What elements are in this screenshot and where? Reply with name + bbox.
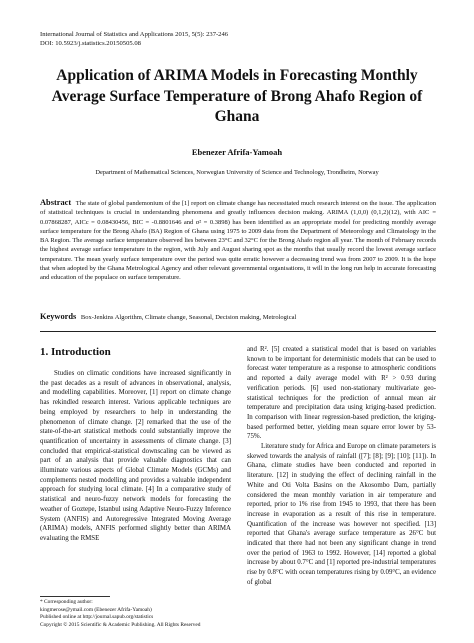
journal-citation: International Journal of Statistics and Applications 2015, 5(5): 237-246 bbox=[40, 31, 229, 38]
paper-title: Application of ARIMA Models in Forecasting Monthly Average Surface Temperature of Brong Ahafo Region of Ghana bbox=[51, 67, 423, 125]
footnote-published: Published online at http://journal.sapub.org/statistics bbox=[40, 614, 154, 621]
keywords-text: Box-Jenkins Algorithm, Climate change, Seasonal, Decision making, Metrological bbox=[80, 314, 297, 321]
intro-paragraph-1: Studies on climatic conditions have increased significantly in the past decades as a result of advances in observational, analysis, and modelling capabilities. Moreover, [1] report on climate change has rekindled research interest. Various applicable techniques are being employed by researchers to help in understanding the phenomenon of climate change. [2] remarked that the use of the state-of-the-art statistical methods could substantially improve the quantification of uncertainty in assessments of climate change. [3] concluded that empirical-statistical downscaling can be viewed as part of an analysis that provide valuable diagnostics that can illuminate various aspects of Global Climate Models (GCMs) and complements nested modelling and provides a valuable independent approach for studying local climate. [4] In a comparative study of statistical and neuro-fuzzy network models for forecasting the weather of Goztepe, Istanbul using Adaptive Neuro-Fuzzy Inference System (ANFIS) and Autoregressive Integrated Moving Average (ARIMA) models, ANFIS performed slightly better than ARIMA evaluating the RMSE bbox=[40, 370, 231, 542]
footnote-copyright: Copyright © 2015 Scientific & Academic Publishing. All Rights Reserved bbox=[40, 621, 201, 628]
right-column bbox=[247, 345, 436, 588]
footnote bbox=[40, 599, 231, 629]
abstract bbox=[40, 198, 436, 283]
left-column bbox=[40, 345, 231, 544]
doi: DOI: 10.5923/j.statistics.20150505.08 bbox=[40, 40, 141, 47]
keywords bbox=[40, 312, 436, 322]
author-name: Ebenezer Afrifa-Yamoah bbox=[191, 147, 283, 157]
footnote-divider bbox=[40, 596, 110, 597]
footnote-email: kingmerose@ymail.com (Ebenezer Afrifa-Yamoah) bbox=[40, 606, 152, 613]
author-affiliation: Department of Mathematical Sciences, Norwegian University of Science and Technology, Trondheim, Norway bbox=[95, 169, 379, 176]
abstract-text: The state of global pandemonium of the [1] report on climate change has necessitated much research interest on the issue. The application of statistical techniques is crucial in understanding phenomena and greatly influences decision making. ARIMA (1,0,0) (0,1,2)(12), with AIC = 0.07868287, AICc = 0.08430456, BIC = -0.8801646 and σ² = 0.3898) has been identified as an appropriate model for predicting monthly average surface temperature for the Brong Ahafo (BA) Region of Ghana using 1975 to 2009 data from the Department of Meteorology and Climatology in the BA Region. The average surface temperature observed lies between 23°C and 32°C for the Brong Ahafo region all year. The month of February records the highest average surface temperature in the region, with July and August sharing spot as the months that usually record the lowest average surface temperature. The mean yearly surface temperature over the period was quite erratic however a decreasing trend was from 2007 to 2009. It is the hope that when adopted by the Ghana Metrological Agency and other relevant governmental organisations, it will in the long run help in accurate forecasting and education of the populace on surface temperature. bbox=[40, 200, 437, 282]
journal-header bbox=[40, 30, 228, 48]
abstract-label: Abstract bbox=[40, 198, 72, 207]
keywords-label: Keywords bbox=[40, 312, 77, 321]
intro-paragraph-1-cont: and R². [5] created a statistical model that is based on variables known to be important for deterministic models that can be used to forecast water temperature as a response to atmospheric conditions and reported a daily average model with R² > 0.93 during verification periods. [6] used non-stationary multivariate geo-statistical techniques for the prediction of annual mean air temperature and precipitation data using kriging-based prediction. In comparison with linear regression-based prediction, the kriging-based performed better, yielding mean square error lower by 53-75%. bbox=[247, 346, 436, 441]
section-divider bbox=[40, 331, 436, 332]
footnote-corresponding: * Corresponding author: bbox=[40, 599, 93, 605]
intro-paragraph-2: Literature study for Africa and Europe on climate parameters is skewed towards the analysis of rainfall ([7]; [8]; [9]; [10]; [11]). In Ghana, climate studies have been conducted and reported in literature. [12] in studying the effect of declining rainfall in the White and Oti Volta Basins on the Akosombo Dam, partially considered the mean monthly variation in air temperature and reported, prior to 1% rise from 1945 to 1993, that there has been increase in evaporation as a result of this rise in temperature. Quantification of the increase was however not specified. [13] reported that Ghana's average surface temperature as 26°C but indicated that there had not been any significant change in trend over the period of 1963 to 1992. However, [14] reported a global increase by about 0.7°C and [1] reported pre-industrial temperatures rise by 0.8°C with ocean temperatures rising by 0.09°C, an evidence of global bbox=[247, 443, 436, 586]
section-title: 1. Introduction bbox=[40, 346, 111, 358]
